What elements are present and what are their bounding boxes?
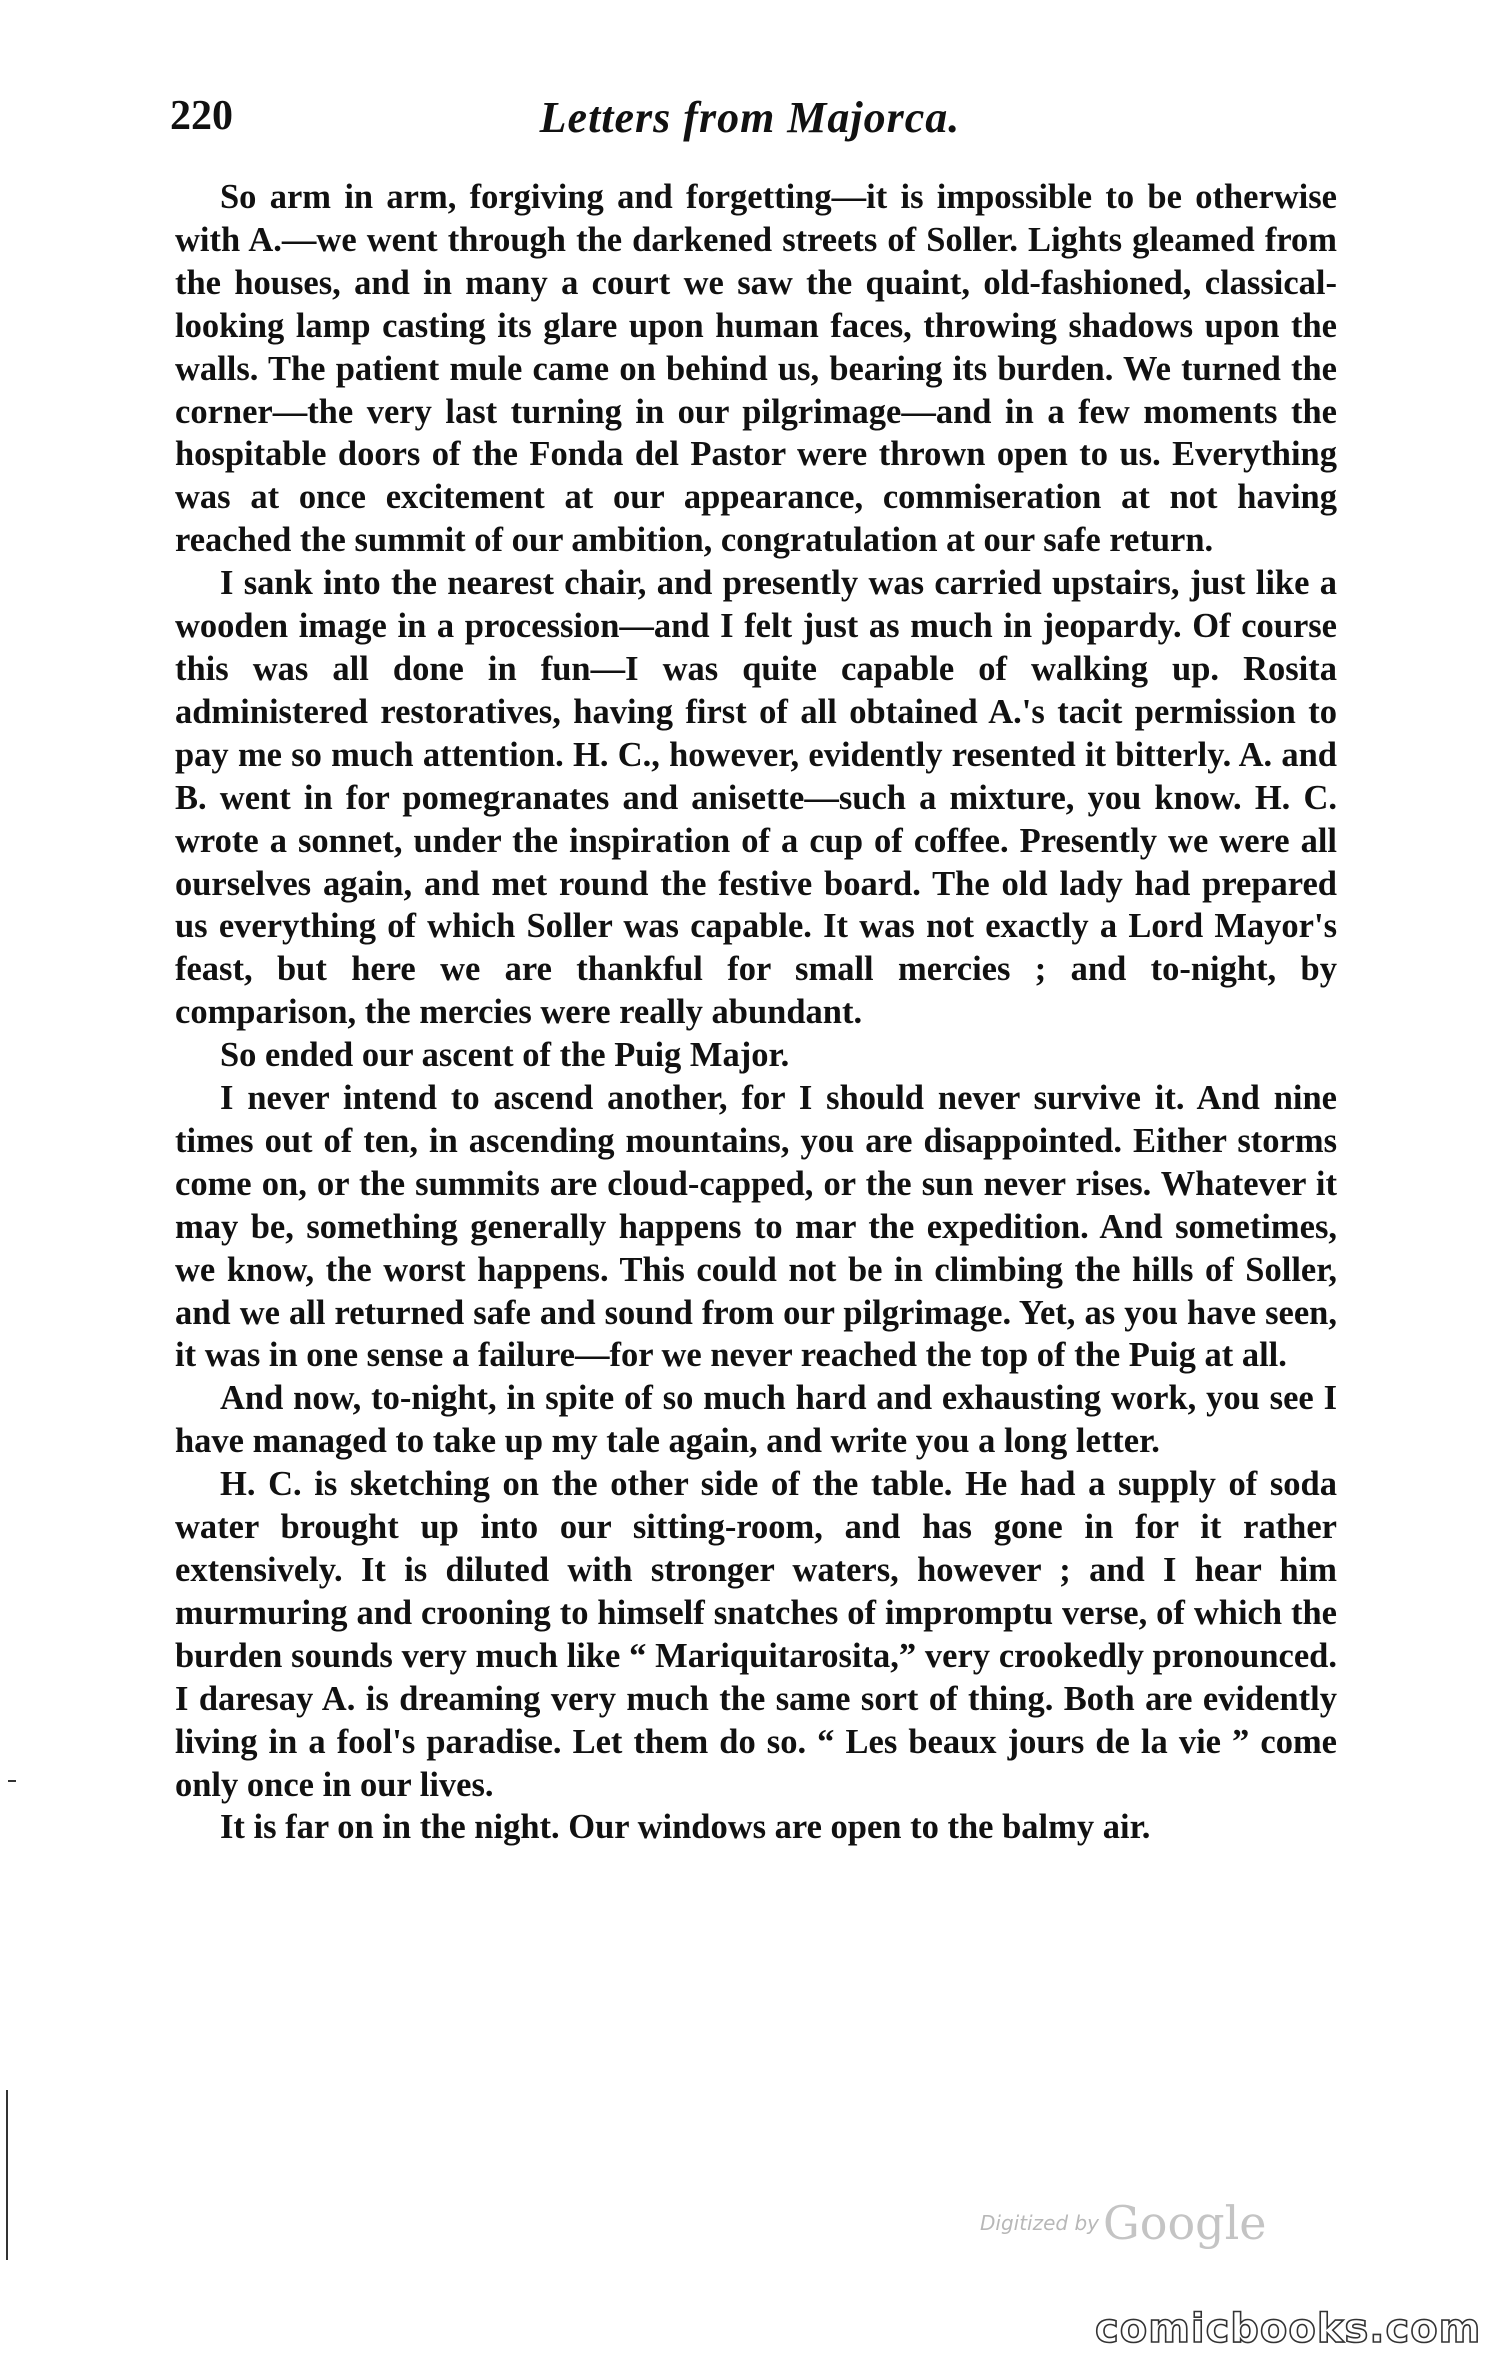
paragraph: I sank into the nearest chair, and presently was carried upstairs, just like a wooden image in a procession—and I felt just as much in jeopardy. Of course this was all done in fun—I was quite capable of walking up. Rosita administered restoratives, having first of all obtained A.'s tacit permission to pay me so much attention. H. C., however, evidently resented it bitterly. A. and B. went in for pomegranates and anisette—such a mixture, you know. H. C. wrote a sonnet, under the inspiration of a cup of coffee. Presently we were all ourselves again, and met round the festive board. The old lady had prepared us everything of which Soller was capable. It was not exactly a Lord Mayor's feast, but here we are thankful for small mercies ; and to-night, by comparison, the mercies were really abundant. [175, 564, 1337, 1032]
paragraph: It is far on in the night. Our windows are open to the balmy air. [220, 1808, 1151, 1847]
paragraph: So arm in arm, forgiving and forgetting—it is impossible to be otherwise with A.—we went through the darkened streets of Soller. Lights gleamed from the houses, and in many a court we saw the quaint, old-fashioned, classical-looking lamp casting its glare upon human faces, throwing shadows upon the walls. The patient mule came on behind us, bearing its burden. We turned the corner—the very last turning in our pilgrimage—and in a few moments the hospitable doors of the Fonda del Pastor were thrown open to us. Everything was at once excitement at our appearance, commiseration at not having reached the summit of our ambition, congratulation at our safe return. [175, 178, 1337, 560]
google-logo: Google [1103, 2196, 1267, 2250]
digitized-by-label: Digitized by [980, 2211, 1099, 2235]
running-head [170, 92, 1330, 156]
digitized-by-google-mark [980, 2196, 1300, 2256]
page-number: 220 [170, 93, 233, 139]
running-title: Letters from Majorca. [539, 93, 961, 142]
paragraph: So ended our ascent of the Puig Major. [220, 1036, 790, 1075]
scan-edge-mark [8, 1780, 16, 1782]
paragraph: H. C. is sketching on the other side of the table. He had a supply of soda water brought up into our sitting-room, and has gone in for it rather extensively. It is diluted with stronger waters, however ; and I hear him murmuring and crooning to himself snatches of impromptu verse, of which the burden sounds very much like “ Mariquitarosita,” very crookedly pronounced. I daresay A. is dreaming very much the same sort of thing. Both are evidently living in a fool's paradise. Let them do so. “ Les beaux jours de la vie ” come only once in our lives. [175, 1465, 1337, 1804]
paragraph: I never intend to ascend another, for I should never survive it. And nine times out of ten, in ascending mountains, you are disappointed. Either storms come on, or the summits are cloud-capped, or the sun never rises. Whatever it may be, something generally happens to mar the expedition. And sometimes, we know, the worst happens. This could not be in climbing the hills of Soller, and we all returned safe and sound from our pilgrimage. Yet, as you have seen, it was in one sense a failure—for we never reached the top of the Puig at all. [175, 1079, 1337, 1375]
site-watermark: comicbooks.com [1095, 2306, 1482, 2352]
paragraph: And now, to-night, in spite of so much hard and exhausting work, you see I have managed to take up my tale again, and write you a long letter. [175, 1379, 1337, 1461]
scan-edge-mark [6, 2090, 8, 2260]
body-text [175, 176, 1337, 1849]
